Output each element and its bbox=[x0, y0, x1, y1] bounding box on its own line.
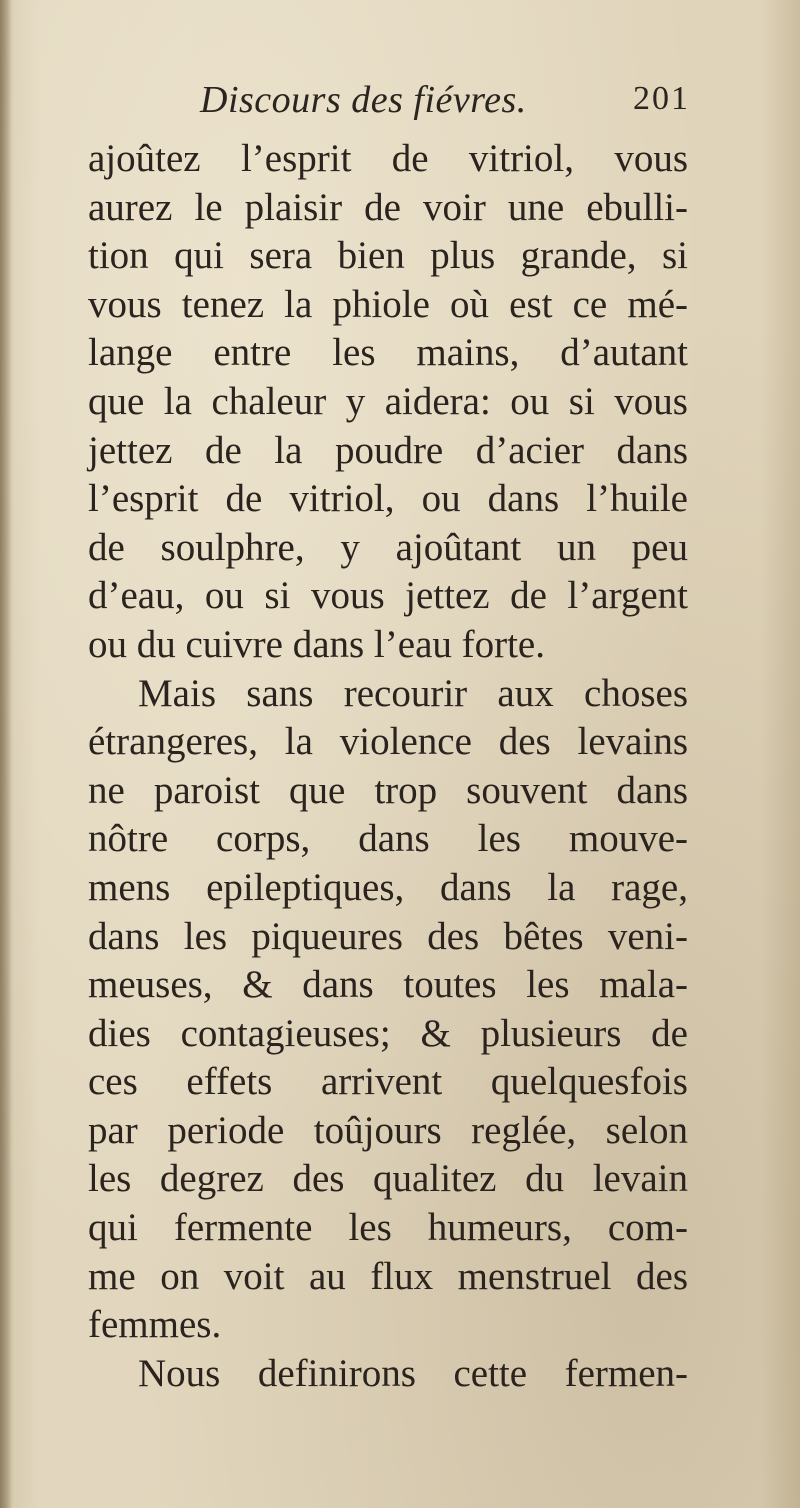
body-text bbox=[88, 135, 688, 1398]
text-line: les degrez des qualitez du levain bbox=[88, 1157, 688, 1201]
text-line: étrangeres, la violence des levains bbox=[88, 720, 688, 764]
paragraph-start-line: Nous definirons cette fermen- bbox=[138, 1351, 688, 1395]
text-line: meuses, & dans toutes les mala- bbox=[88, 963, 688, 1007]
text-line: que la chaleur y aidera: ou si vous bbox=[88, 379, 688, 423]
text-line: mens epileptiques, dans la rage, bbox=[88, 865, 688, 909]
text-line: de soulphre, y ajoûtant un peu bbox=[88, 525, 688, 569]
text-line: femmes. bbox=[88, 1303, 222, 1347]
page-gutter-shadow bbox=[0, 0, 12, 1508]
text-line: ces effets arrivent quelquesfois bbox=[88, 1060, 688, 1104]
running-head bbox=[90, 78, 690, 128]
text-line: dies contagieuses; & plusieurs de bbox=[88, 1011, 688, 1055]
text-line: ou du cuivre dans l’eau forte. bbox=[88, 622, 545, 666]
text-line: tion qui sera bien plus grande, si bbox=[88, 234, 688, 278]
paragraph-start-line: Mais sans recourir aux choses bbox=[138, 671, 688, 715]
text-line: qui fermente les humeurs, com- bbox=[88, 1206, 688, 1250]
text-line: par periode toûjours reglée, selon bbox=[88, 1108, 688, 1152]
text-line: ne paroist que trop souvent dans bbox=[88, 768, 688, 812]
text-line: aurez le plaisir de voir une ebulli- bbox=[88, 185, 688, 229]
running-title: Discours des fiévres. bbox=[200, 79, 527, 121]
text-line: dans les piqueures des bêtes veni- bbox=[88, 914, 688, 958]
text-line: jettez de la poudre d’acier dans bbox=[88, 428, 688, 472]
text-line: d’eau, ou si vous jettez de l’argent bbox=[88, 574, 688, 618]
page-number: 201 bbox=[633, 80, 690, 117]
text-line: l’esprit de vitriol, ou dans l’huile bbox=[88, 477, 688, 521]
text-line: me on voit au flux menstruel des bbox=[88, 1254, 688, 1298]
text-line: lange entre les mains, d’autant bbox=[88, 331, 688, 375]
text-line: ajoûtez l’esprit de vitriol, vous bbox=[88, 137, 688, 180]
text-line: vous tenez la phiole où est ce mé- bbox=[88, 282, 688, 326]
text-line: nôtre corps, dans les mouve- bbox=[88, 817, 688, 861]
